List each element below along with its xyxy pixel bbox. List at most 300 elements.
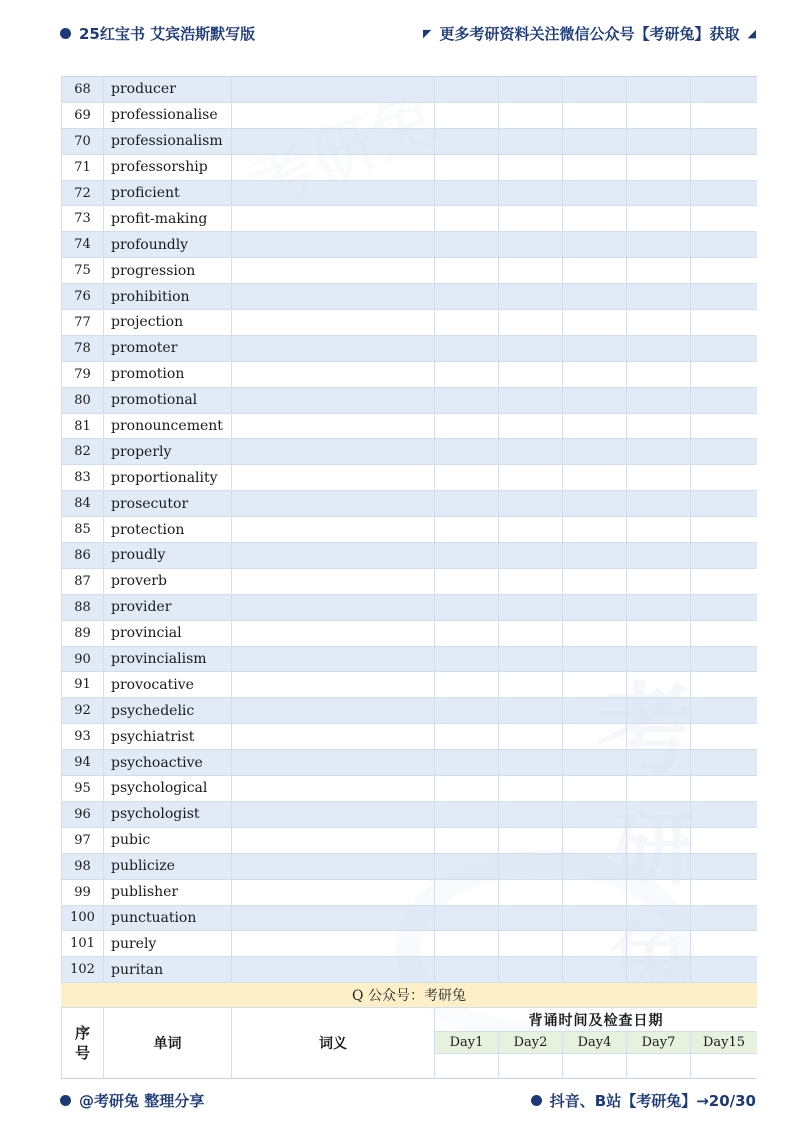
- meaning-cell[interactable]: [231, 155, 434, 180]
- day-check-cell[interactable]: [434, 336, 498, 361]
- meaning-cell[interactable]: [231, 750, 434, 775]
- day-check-cell[interactable]: [626, 543, 690, 568]
- day-check-cell[interactable]: [434, 854, 498, 879]
- day-check-cell[interactable]: [690, 362, 757, 387]
- row-word: progression: [103, 258, 231, 283]
- day-check-cell[interactable]: [690, 336, 757, 361]
- meaning-cell[interactable]: [231, 724, 434, 749]
- day-check-cell[interactable]: [690, 103, 757, 128]
- day-check-cell[interactable]: [690, 258, 757, 283]
- day-check-cell[interactable]: [434, 103, 498, 128]
- day-check-cell[interactable]: [562, 206, 626, 231]
- header-day: Day7: [626, 1032, 690, 1054]
- meaning-cell[interactable]: [231, 776, 434, 801]
- day-check-cell[interactable]: [690, 517, 757, 542]
- day-check-cell[interactable]: [626, 931, 690, 956]
- day-check-cell[interactable]: [562, 491, 626, 516]
- day-check-cell[interactable]: [562, 103, 626, 128]
- day-check-cell[interactable]: [626, 724, 690, 749]
- day-check-cell[interactable]: [498, 336, 562, 361]
- day-check-cell[interactable]: [562, 724, 626, 749]
- table-row: [61, 647, 757, 673]
- day-check-cell[interactable]: [434, 569, 498, 594]
- footer-credit: @考研兔 整理分享: [79, 1091, 205, 1110]
- day-check-cell[interactable]: [690, 129, 757, 154]
- day-check-cell[interactable]: [626, 776, 690, 801]
- meaning-cell[interactable]: [231, 621, 434, 646]
- day-check-cell[interactable]: [498, 77, 562, 102]
- row-word: psychedelic: [103, 698, 231, 723]
- row-word: publicize: [103, 854, 231, 879]
- meaning-cell[interactable]: [231, 569, 434, 594]
- day-check-cell[interactable]: [498, 439, 562, 464]
- meaning-cell[interactable]: [231, 491, 434, 516]
- table-row: [61, 698, 757, 724]
- day-check-cell[interactable]: [626, 957, 690, 982]
- row-word: prosecutor: [103, 491, 231, 516]
- day-check-cell[interactable]: [562, 828, 626, 853]
- day-check-cell[interactable]: [562, 672, 626, 697]
- row-word: professionalise: [103, 103, 231, 128]
- day-check-cell[interactable]: [690, 1054, 757, 1078]
- day-check-cell[interactable]: [562, 362, 626, 387]
- day-check-cell[interactable]: [434, 517, 498, 542]
- day-check-cell[interactable]: [690, 595, 757, 620]
- row-number: 86: [61, 543, 103, 568]
- row-word: prohibition: [103, 284, 231, 309]
- row-number: 99: [61, 880, 103, 905]
- table-header: [61, 1008, 757, 1079]
- day-check-cell[interactable]: [690, 388, 757, 413]
- day-check-cell[interactable]: [626, 880, 690, 905]
- day-check-cell[interactable]: [626, 155, 690, 180]
- day-check-cell[interactable]: [434, 776, 498, 801]
- day-check-cell[interactable]: [690, 414, 757, 439]
- row-word: provider: [103, 595, 231, 620]
- day-check-cell[interactable]: [434, 155, 498, 180]
- row-number: 73: [61, 206, 103, 231]
- row-number: 93: [61, 724, 103, 749]
- day-check-cell[interactable]: [562, 181, 626, 206]
- meaning-cell[interactable]: [231, 206, 434, 231]
- day-check-cell[interactable]: [434, 1054, 498, 1078]
- day-check-cell[interactable]: [626, 647, 690, 672]
- meaning-cell[interactable]: [231, 232, 434, 257]
- day-check-cell[interactable]: [498, 880, 562, 905]
- table-row: [61, 569, 757, 595]
- day-check-cell[interactable]: [434, 906, 498, 931]
- row-word: provincialism: [103, 647, 231, 672]
- day-check-cell[interactable]: [690, 491, 757, 516]
- table-row: [61, 103, 757, 129]
- table-row: [61, 310, 757, 336]
- day-check-cell[interactable]: [562, 1054, 626, 1078]
- day-check-cell[interactable]: [434, 491, 498, 516]
- day-check-cell[interactable]: [562, 569, 626, 594]
- day-check-cell[interactable]: [434, 310, 498, 335]
- day-check-cell[interactable]: [434, 931, 498, 956]
- day-check-cell[interactable]: [626, 828, 690, 853]
- day-check-cell[interactable]: [690, 206, 757, 231]
- day-check-cell[interactable]: [690, 672, 757, 697]
- day-check-cell[interactable]: [434, 957, 498, 982]
- day-check-cell[interactable]: [626, 129, 690, 154]
- day-check-cell[interactable]: [626, 388, 690, 413]
- day-check-cell[interactable]: [498, 957, 562, 982]
- day-check-cell[interactable]: [626, 77, 690, 102]
- meaning-cell[interactable]: [231, 906, 434, 931]
- row-word: psychiatrist: [103, 724, 231, 749]
- day-check-cell[interactable]: [626, 491, 690, 516]
- day-check-cell[interactable]: [626, 621, 690, 646]
- day-check-cell[interactable]: [498, 776, 562, 801]
- day-check-cell[interactable]: [626, 103, 690, 128]
- row-number: 94: [61, 750, 103, 775]
- day-check-cell[interactable]: [434, 543, 498, 568]
- day-check-cell[interactable]: [562, 284, 626, 309]
- day-check-cell[interactable]: [498, 750, 562, 775]
- row-word: projection: [103, 310, 231, 335]
- table-row: [61, 129, 757, 155]
- day-check-cell[interactable]: [498, 181, 562, 206]
- day-check-cell[interactable]: [434, 388, 498, 413]
- day-check-cell[interactable]: [434, 206, 498, 231]
- day-check-cell[interactable]: [434, 595, 498, 620]
- day-check-cell[interactable]: [562, 414, 626, 439]
- day-check-cell[interactable]: [626, 232, 690, 257]
- day-check-cell[interactable]: [498, 698, 562, 723]
- day-check-cell[interactable]: [434, 439, 498, 464]
- day-check-cell[interactable]: [434, 362, 498, 387]
- meaning-cell[interactable]: [231, 672, 434, 697]
- meaning-cell[interactable]: [231, 388, 434, 413]
- day-check-cell[interactable]: [434, 672, 498, 697]
- row-word: psychologist: [103, 802, 231, 827]
- day-check-cell[interactable]: [434, 698, 498, 723]
- table-row: [61, 517, 757, 543]
- day-check-cell[interactable]: [498, 802, 562, 827]
- day-check-cell[interactable]: [626, 595, 690, 620]
- day-check-cell[interactable]: [498, 129, 562, 154]
- day-check-cell[interactable]: [690, 724, 757, 749]
- day-check-cell[interactable]: [626, 517, 690, 542]
- row-word: proportionality: [103, 465, 231, 490]
- day-check-cell[interactable]: [498, 569, 562, 594]
- day-check-cell[interactable]: [562, 647, 626, 672]
- meaning-cell[interactable]: [231, 957, 434, 982]
- table-row: [61, 491, 757, 517]
- day-check-cell[interactable]: [498, 828, 562, 853]
- meaning-cell[interactable]: [231, 284, 434, 309]
- meaning-cell[interactable]: [231, 802, 434, 827]
- day-check-cell[interactable]: [498, 155, 562, 180]
- meaning-cell[interactable]: [231, 465, 434, 490]
- bullet-dot-icon: [531, 1095, 542, 1106]
- day-check-cell[interactable]: [690, 77, 757, 102]
- day-check-cell[interactable]: [626, 181, 690, 206]
- day-check-cell[interactable]: [626, 569, 690, 594]
- day-check-cell[interactable]: [690, 181, 757, 206]
- day-check-cell[interactable]: [562, 543, 626, 568]
- day-check-cell[interactable]: [690, 543, 757, 568]
- day-check-cell[interactable]: [434, 77, 498, 102]
- day-check-cell[interactable]: [626, 854, 690, 879]
- day-check-cell[interactable]: [690, 957, 757, 982]
- header-day: Day2: [498, 1032, 562, 1054]
- table-row: [61, 414, 757, 440]
- day-check-cell[interactable]: [690, 284, 757, 309]
- day-check-cell[interactable]: [434, 232, 498, 257]
- day-check-cell[interactable]: [690, 828, 757, 853]
- row-word: promoter: [103, 336, 231, 361]
- day-check-cell[interactable]: [690, 621, 757, 646]
- day-check-cell[interactable]: [498, 724, 562, 749]
- footer-left: [60, 1090, 204, 1111]
- day-check-cell[interactable]: [498, 491, 562, 516]
- day-check-cell[interactable]: [562, 931, 626, 956]
- row-number: 88: [61, 595, 103, 620]
- row-word: profoundly: [103, 232, 231, 257]
- row-number: 77: [61, 310, 103, 335]
- day-check-cell[interactable]: [498, 465, 562, 490]
- day-check-cell[interactable]: [562, 880, 626, 905]
- day-check-cell[interactable]: [626, 336, 690, 361]
- day-check-cell[interactable]: [626, 802, 690, 827]
- row-word: professorship: [103, 155, 231, 180]
- meaning-cell[interactable]: [231, 595, 434, 620]
- day-check-cell[interactable]: [626, 310, 690, 335]
- promo-banner: Q 公众号：考研兔: [61, 983, 757, 1008]
- day-check-cell[interactable]: [690, 155, 757, 180]
- header-number-line2: 号: [74, 1044, 90, 1063]
- day-check-cell[interactable]: [562, 698, 626, 723]
- row-number: 89: [61, 621, 103, 646]
- row-word: properly: [103, 439, 231, 464]
- meaning-cell[interactable]: [231, 854, 434, 879]
- day-check-cell[interactable]: [690, 698, 757, 723]
- table-row: [61, 776, 757, 802]
- meaning-cell[interactable]: [231, 362, 434, 387]
- footer-right: [531, 1090, 756, 1111]
- row-number: 91: [61, 672, 103, 697]
- day-check-cell[interactable]: [626, 750, 690, 775]
- day-check-cell[interactable]: [562, 776, 626, 801]
- day-check-cell[interactable]: [434, 621, 498, 646]
- row-number: 76: [61, 284, 103, 309]
- table-row: [61, 284, 757, 310]
- day-check-cell[interactable]: [498, 672, 562, 697]
- day-check-cell[interactable]: [690, 439, 757, 464]
- day-check-cell[interactable]: [562, 854, 626, 879]
- day-check-cell[interactable]: [498, 258, 562, 283]
- table-row: [61, 77, 757, 103]
- day-check-cell[interactable]: [562, 802, 626, 827]
- row-word: protection: [103, 517, 231, 542]
- table-row: [61, 621, 757, 647]
- day-check-cell[interactable]: [626, 362, 690, 387]
- day-check-cell[interactable]: [690, 802, 757, 827]
- day-check-cell[interactable]: [434, 181, 498, 206]
- day-check-cell[interactable]: [498, 906, 562, 931]
- day-check-cell[interactable]: [626, 206, 690, 231]
- table-row: [61, 439, 757, 465]
- day-check-cell[interactable]: [626, 672, 690, 697]
- row-word: puritan: [103, 957, 231, 982]
- day-check-cell[interactable]: [690, 776, 757, 801]
- row-number: 72: [61, 181, 103, 206]
- day-check-cell[interactable]: [626, 1054, 690, 1078]
- day-check-cell[interactable]: [562, 621, 626, 646]
- table-row: [61, 258, 757, 284]
- table-row: [61, 828, 757, 854]
- row-number: 96: [61, 802, 103, 827]
- day-check-cell[interactable]: [626, 698, 690, 723]
- day-check-cell[interactable]: [690, 750, 757, 775]
- meaning-cell[interactable]: [231, 698, 434, 723]
- row-word: proverb: [103, 569, 231, 594]
- bullet-dot-icon: [60, 28, 71, 39]
- row-word: pubic: [103, 828, 231, 853]
- day-check-cell[interactable]: [626, 906, 690, 931]
- vocab-rows: [61, 77, 757, 983]
- day-check-cell[interactable]: [626, 284, 690, 309]
- meaning-cell[interactable]: [231, 77, 434, 102]
- table-row: [61, 854, 757, 880]
- day-check-cell[interactable]: [498, 517, 562, 542]
- header-number-line1: 序: [74, 1024, 90, 1043]
- day-check-cell[interactable]: [498, 595, 562, 620]
- meaning-cell[interactable]: [231, 310, 434, 335]
- day-check-cell[interactable]: [562, 439, 626, 464]
- header-review-schedule: 背诵时间及检查日期: [434, 1008, 757, 1032]
- day-check-cell[interactable]: [562, 388, 626, 413]
- day-check-cell[interactable]: [562, 77, 626, 102]
- header-right: [423, 23, 756, 44]
- day-check-cell[interactable]: [562, 906, 626, 931]
- day-check-cell[interactable]: [434, 802, 498, 827]
- day-check-cell[interactable]: [562, 258, 626, 283]
- day-check-cell[interactable]: [562, 155, 626, 180]
- day-check-cell[interactable]: [562, 310, 626, 335]
- row-word: profit-making: [103, 206, 231, 231]
- day-check-cell[interactable]: [690, 854, 757, 879]
- day-check-cell[interactable]: [690, 880, 757, 905]
- day-check-cell[interactable]: [434, 414, 498, 439]
- row-number: 87: [61, 569, 103, 594]
- day-check-cell[interactable]: [498, 388, 562, 413]
- row-number: 68: [61, 77, 103, 102]
- meaning-cell[interactable]: [231, 258, 434, 283]
- day-check-cell[interactable]: [498, 206, 562, 231]
- day-check-cell[interactable]: [434, 880, 498, 905]
- header-left: [60, 23, 255, 44]
- row-word: provocative: [103, 672, 231, 697]
- day-check-cell[interactable]: [434, 258, 498, 283]
- meaning-cell[interactable]: [231, 647, 434, 672]
- table-row: [61, 750, 757, 776]
- meaning-cell[interactable]: [231, 181, 434, 206]
- row-number: 79: [61, 362, 103, 387]
- day-check-cell[interactable]: [498, 1054, 562, 1078]
- row-number: 92: [61, 698, 103, 723]
- day-check-cell[interactable]: [434, 284, 498, 309]
- meaning-cell[interactable]: [231, 129, 434, 154]
- day-check-cell[interactable]: [562, 129, 626, 154]
- day-check-cell[interactable]: [562, 517, 626, 542]
- table-row: [61, 336, 757, 362]
- table-row: [61, 232, 757, 258]
- day-check-cell[interactable]: [626, 258, 690, 283]
- day-check-cell[interactable]: [562, 336, 626, 361]
- row-word: psychological: [103, 776, 231, 801]
- day-check-cell[interactable]: [498, 362, 562, 387]
- day-check-cell[interactable]: [498, 103, 562, 128]
- table-row: [61, 388, 757, 414]
- day-check-cell[interactable]: [562, 595, 626, 620]
- meaning-cell[interactable]: [231, 103, 434, 128]
- row-number: 69: [61, 103, 103, 128]
- meaning-cell[interactable]: [231, 336, 434, 361]
- day-check-cell[interactable]: [498, 854, 562, 879]
- day-check-cell[interactable]: [562, 750, 626, 775]
- day-check-cell[interactable]: [626, 439, 690, 464]
- meaning-cell[interactable]: [231, 828, 434, 853]
- meaning-cell[interactable]: [231, 931, 434, 956]
- row-number: 83: [61, 465, 103, 490]
- day-check-cell[interactable]: [498, 647, 562, 672]
- day-check-cell[interactable]: [690, 647, 757, 672]
- day-check-cell[interactable]: [690, 906, 757, 931]
- meaning-cell[interactable]: [231, 517, 434, 542]
- day-check-cell[interactable]: [498, 284, 562, 309]
- table-row: [61, 931, 757, 957]
- book-title: 25红宝书 艾宾浩斯默写版: [79, 24, 256, 43]
- day-check-cell[interactable]: [498, 310, 562, 335]
- table-row: [61, 155, 757, 181]
- day-check-cell[interactable]: [498, 621, 562, 646]
- bullet-dot-icon: [60, 1095, 71, 1106]
- day-check-cell[interactable]: [498, 232, 562, 257]
- day-check-cell[interactable]: [434, 724, 498, 749]
- day-check-cell[interactable]: [690, 310, 757, 335]
- day-check-cell[interactable]: [498, 931, 562, 956]
- page-footer: [60, 1088, 756, 1112]
- day-check-cell[interactable]: [498, 414, 562, 439]
- day-check-cell[interactable]: [690, 569, 757, 594]
- day-check-cell[interactable]: [434, 828, 498, 853]
- day-check-cell[interactable]: [690, 931, 757, 956]
- day-check-cell[interactable]: [562, 957, 626, 982]
- day-check-cell[interactable]: [562, 232, 626, 257]
- table-row: [61, 802, 757, 828]
- row-number: 82: [61, 439, 103, 464]
- day-check-cell[interactable]: [434, 750, 498, 775]
- day-check-cell[interactable]: [434, 465, 498, 490]
- day-check-cell[interactable]: [690, 465, 757, 490]
- meaning-cell[interactable]: [231, 543, 434, 568]
- day-check-cell[interactable]: [498, 543, 562, 568]
- day-check-cell[interactable]: [626, 465, 690, 490]
- day-check-cell[interactable]: [434, 129, 498, 154]
- meaning-cell[interactable]: [231, 439, 434, 464]
- day-check-cell[interactable]: [434, 647, 498, 672]
- day-check-cell[interactable]: [626, 414, 690, 439]
- day-check-cell[interactable]: [690, 232, 757, 257]
- meaning-cell[interactable]: [231, 414, 434, 439]
- meaning-cell[interactable]: [231, 880, 434, 905]
- table-row: [61, 362, 757, 388]
- day-check-cell[interactable]: [562, 465, 626, 490]
